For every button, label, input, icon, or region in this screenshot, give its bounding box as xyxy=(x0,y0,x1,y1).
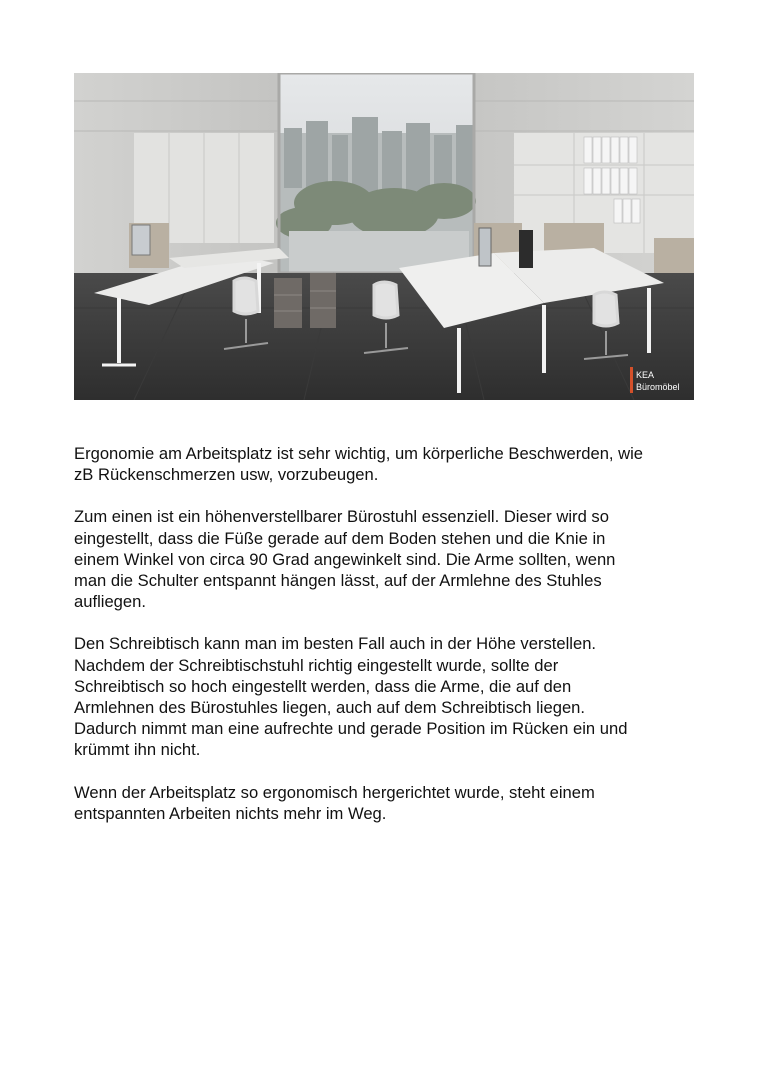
text-line: Zum einen ist ein höhenverstellbarer Bürostuhl essenziell. Dieser wird so xyxy=(74,507,609,527)
logo-line-1: KEA xyxy=(636,370,655,380)
text-line: eingestellt, dass die Füße gerade auf dem Boden stehen und die Knie in xyxy=(74,528,606,548)
text-line: Nachdem der Schreibtischstuhl richtig eingestellt wurde, sollte der xyxy=(74,655,559,675)
text-line: Ergonomie am Arbeitsplatz ist sehr wichtig, um körperliche Beschwerden, wie xyxy=(74,444,644,463)
logo-line-2: Büromöbel xyxy=(636,382,680,392)
text-line: aufliegen. xyxy=(74,592,146,612)
text-line: entspannten Arbeiten nichts mehr im Weg. xyxy=(74,803,387,823)
text-line: zB Rückenschmerzen usw, vorzubeugen. xyxy=(74,465,379,485)
text-line: Dadurch nimmt man eine aufrechte und gerade Position im Rücken ein und xyxy=(74,719,628,739)
logo-mark xyxy=(630,367,633,393)
text-line: man die Schulter entspannt hängen lässt, auf der Armlehne des Stuhles xyxy=(74,571,602,591)
body-text xyxy=(74,443,704,845)
paragraph-intro xyxy=(74,443,704,485)
text-line: Schreibtisch so hoch eingestellt werden, dass die Arme, die auf den xyxy=(74,676,572,696)
text-line: Armlehnen des Bürostuhles liegen, auch auf dem Schreibtisch liegen. xyxy=(74,698,586,718)
text-line: Wenn der Arbeitsplatz so ergonomisch hergerichtet wurde, steht einem xyxy=(74,782,595,802)
office-photo xyxy=(74,73,694,400)
text-line: einem Winkel von circa 90 Grad angewinkelt sind. Die Arme sollten, wenn xyxy=(74,549,616,569)
paragraph-chair xyxy=(74,506,704,612)
text-line: Den Schreibtisch kann man im besten Fall auch in der Höhe verstellen. xyxy=(74,634,597,654)
paragraph-desk xyxy=(74,633,704,760)
paragraph-conclusion xyxy=(74,782,704,824)
text-line: krümmt ihn nicht. xyxy=(74,740,201,760)
